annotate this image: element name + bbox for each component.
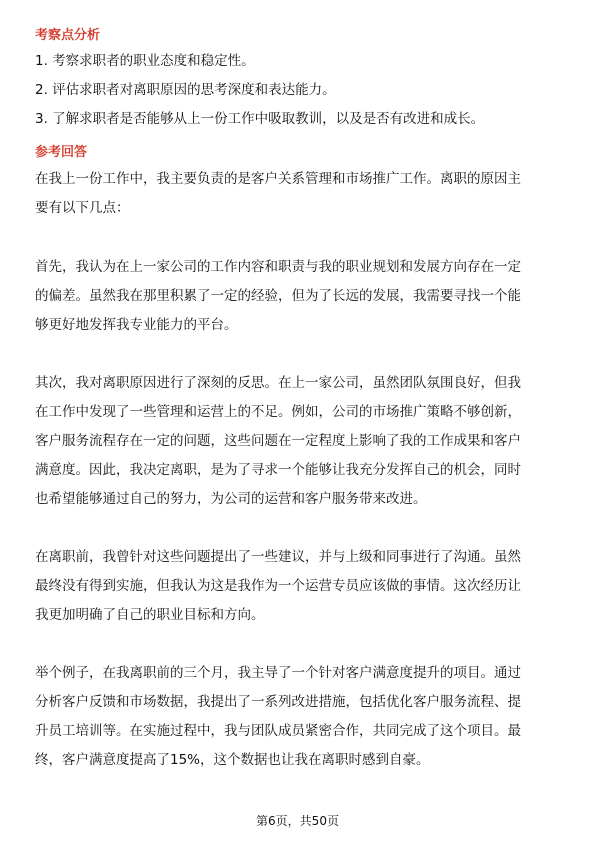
paragraph-line: 最终没有得到实施，但我认为这是我作为一个运营专员应该做的事情。这次经历让	[35, 578, 521, 594]
answer-heading: 参考回答	[35, 145, 88, 160]
paragraph-line: 在我上一份工作中，我主要负责的是客户关系管理和市场推广工作。离职的原因主	[35, 171, 521, 187]
analysis-item: 3. 了解求职者是否能够从上一份工作中吸取教训，以及是否有改进和成长。	[35, 111, 485, 127]
analysis-item: 2. 评估求职者对离职原因的思考深度和表达能力。	[35, 82, 336, 98]
paragraph-line: 首先，我认为在上一家公司的工作内容和职责与我的职业规划和发展方向存在一定	[35, 259, 521, 275]
paragraph-line: 的偏差。虽然我在那里积累了一定的经验，但为了长远的发展，我需要寻找一个能	[35, 288, 521, 304]
paragraph-line: 举个例子，在我离职前的三个月，我主导了一个针对客户满意度提升的项目。通过	[35, 665, 521, 681]
paragraph-line: 其次，我对离职原因进行了深刻的反思。在上一家公司，虽然团队氛围良好，但我	[35, 375, 521, 391]
paragraph-line: 升员工培训等。在实施过程中，我与团队成员紧密合作，共同完成了这个项目。最	[35, 723, 521, 739]
paragraph-line: 够更好地发挥我专业能力的平台。	[35, 317, 238, 333]
paragraph-line: 满意度。因此，我决定离职，是为了寻求一个能够让我充分发挥自己的机会，同时	[35, 462, 521, 478]
page-number: 第6页，共50页	[256, 814, 339, 828]
paragraph-line: 要有以下几点：	[35, 200, 130, 216]
paragraph-line: 我更加明确了自己的职业目标和方向。	[35, 607, 265, 623]
paragraph-line: 在离职前，我曾针对这些问题提出了一些建议，并与上级和同事进行了沟通。虽然	[35, 549, 521, 565]
paragraph-line: 客户服务流程存在一定的问题，这些问题在一定程度上影响了我的工作成果和客户	[35, 433, 521, 449]
paragraph-line: 分析客户反馈和市场数据，我提出了一系列改进措施，包括优化客户服务流程、提	[35, 694, 521, 710]
paragraph-line: 也希望能够通过自己的努力，为公司的运营和客户服务带来改进。	[35, 491, 427, 507]
analysis-item: 1. 考察求职者的职业态度和稳定性。	[35, 53, 255, 69]
paragraph-line: 终，客户满意度提高了15%，这个数据也让我在离职时感到自豪。	[35, 752, 430, 768]
paragraph-line: 在工作中发现了一些管理和运营上的不足。例如，公司的市场推广策略不够创新，	[35, 404, 521, 420]
analysis-heading: 考察点分析	[35, 28, 101, 43]
